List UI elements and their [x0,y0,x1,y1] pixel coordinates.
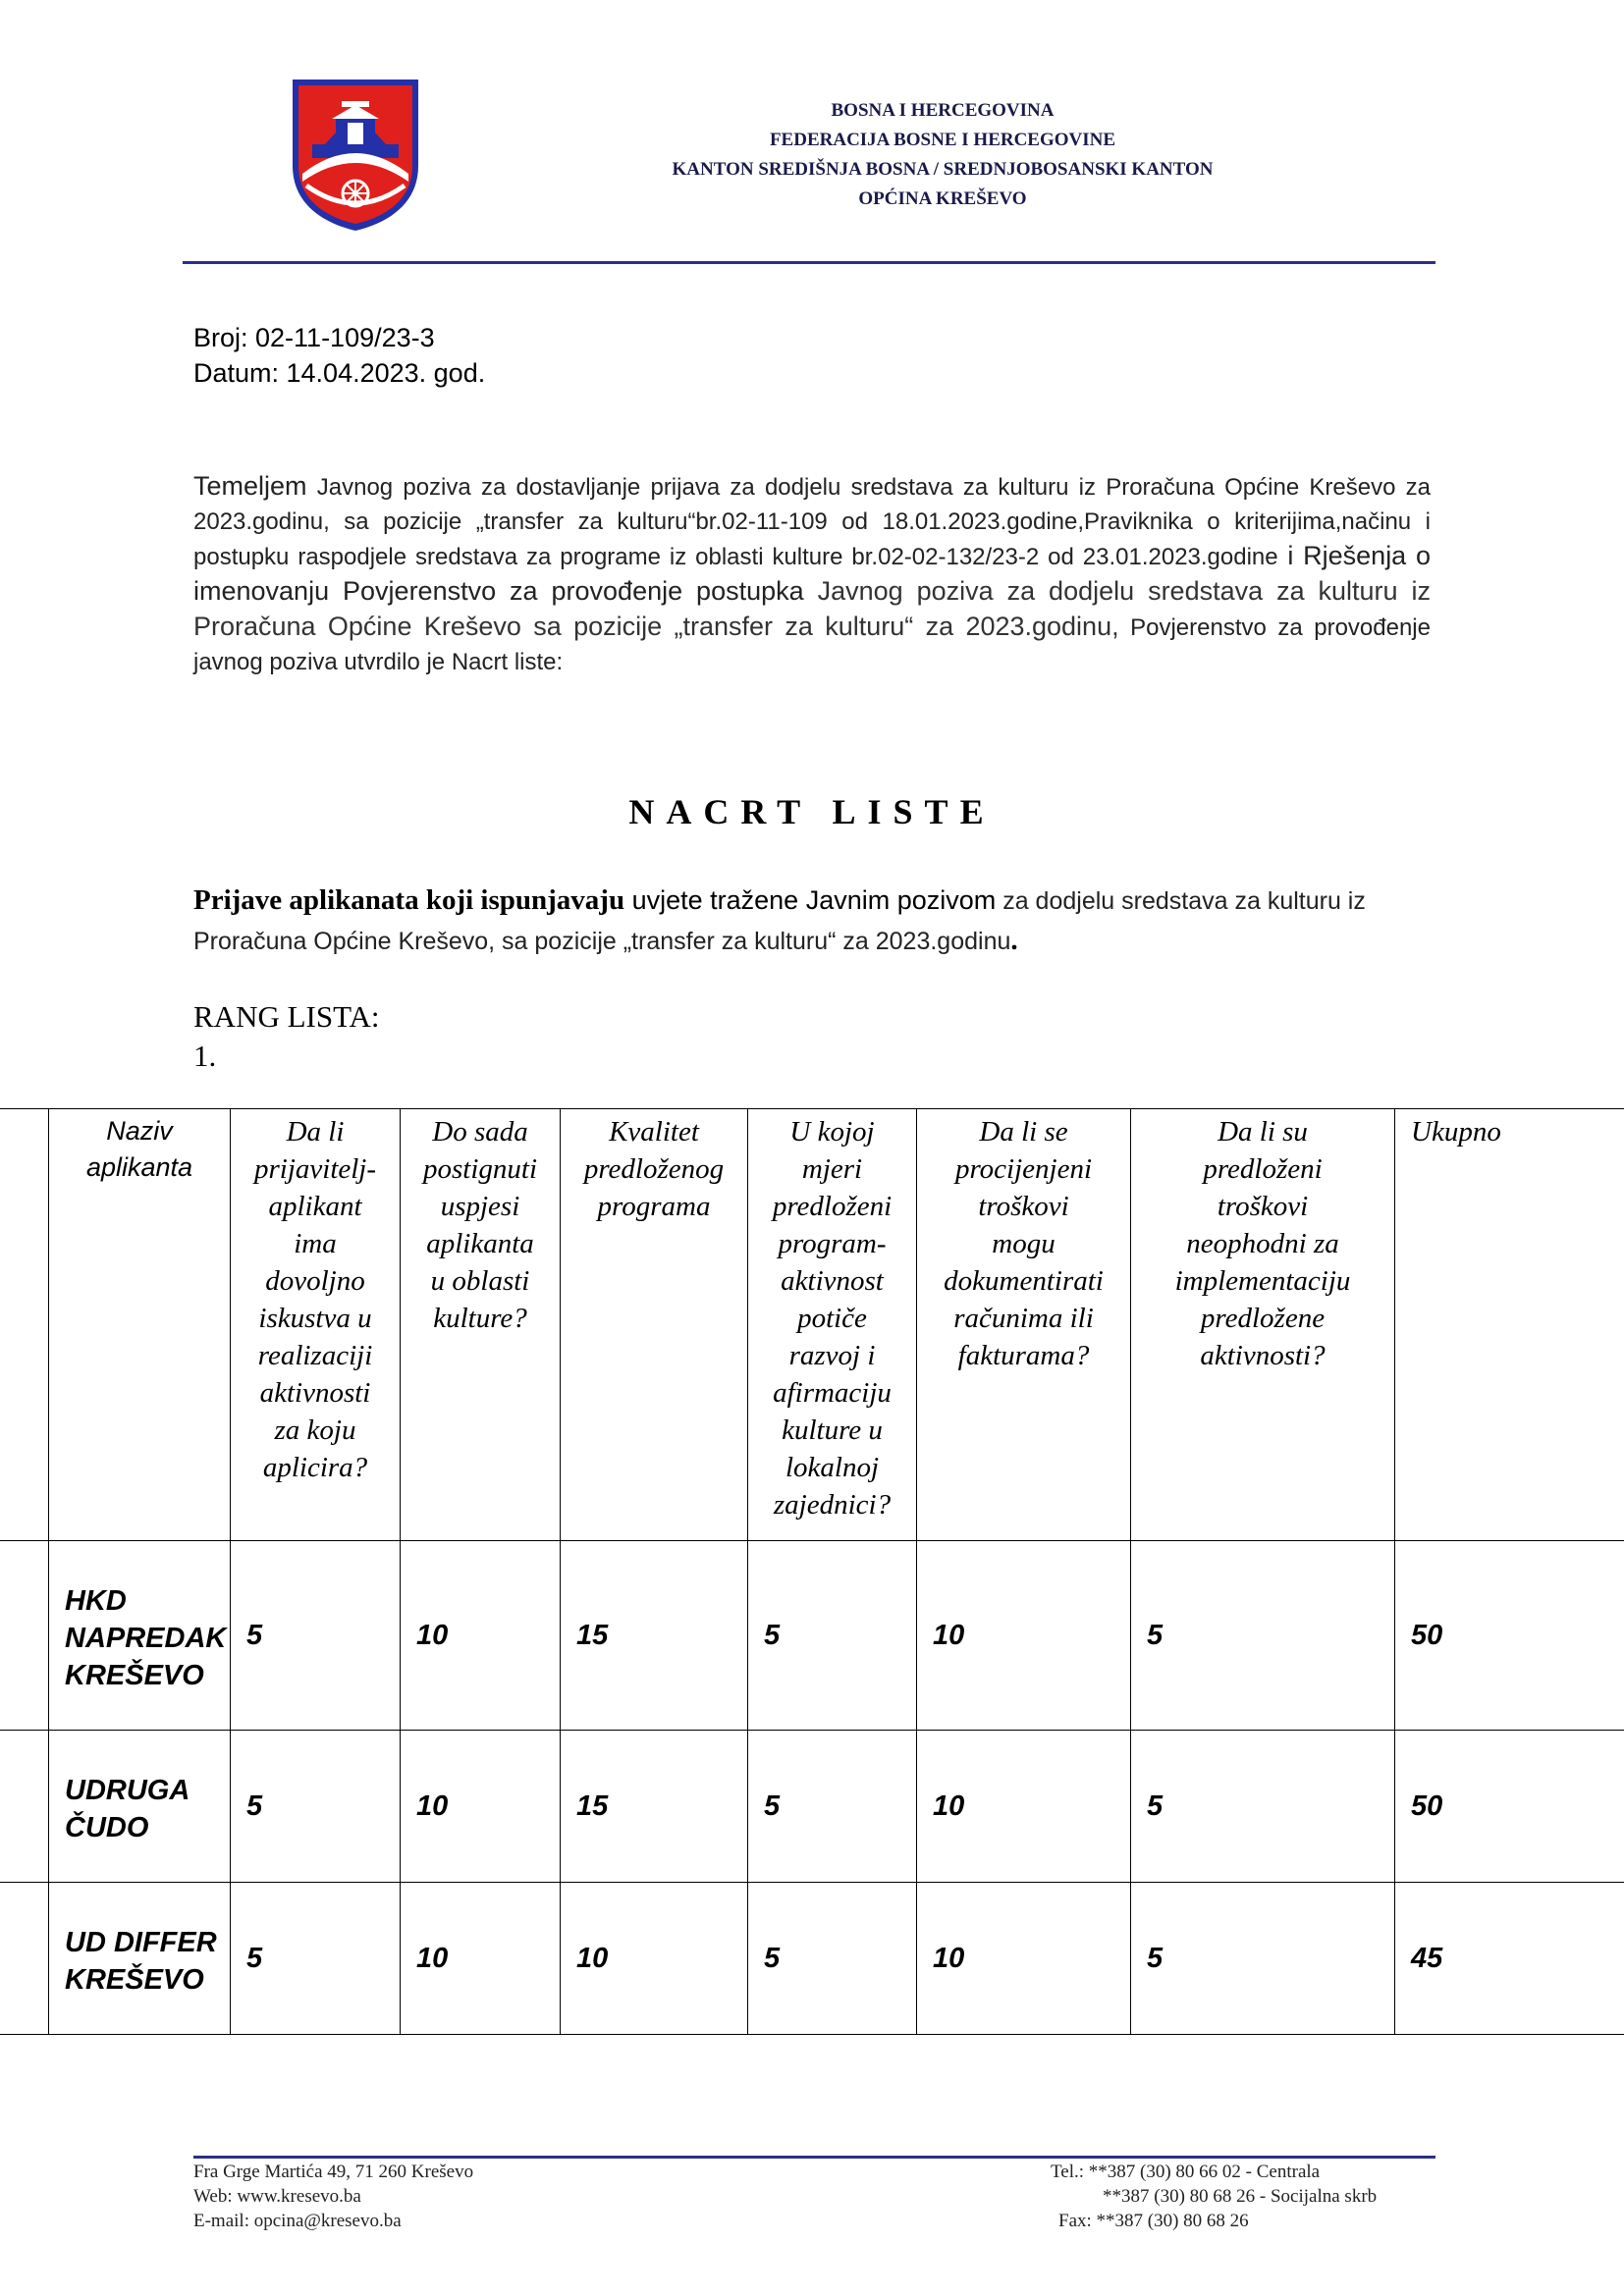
score-cell: 10 [917,1731,1131,1883]
header-country: BOSNA I HERCEGOVINA [831,100,1055,121]
column-header-achievements: Do sada postignuti uspjesi aplikanta u oblasti kulture? [401,1109,561,1541]
footer-tel-central: Tel.: **387 (30) 80 66 02 - Centrala [1051,2162,1321,2182]
rank-list-number: 1. [193,1039,217,1073]
score-cell: 10 [917,1883,1131,2035]
column-header-necessity: Da li su predloženi troškovi neophodni za implementaciju predložene aktivnosti? [1131,1109,1395,1541]
footer-email-link[interactable]: opcina@kresevo.ba [253,2211,402,2231]
total-cell: 50 [1395,1541,1624,1731]
column-header-total: Ukupno [1395,1109,1624,1541]
score-cell: 5 [1131,1731,1395,1883]
score-cell: 5 [748,1541,917,1731]
score-cell: 10 [401,1541,561,1731]
lead-paragraph [193,881,1431,961]
reference-date: Datum: 14.04.2023. god. [193,358,486,388]
score-cell: 10 [561,1883,748,2035]
row-number-cell [0,1541,49,1731]
document-header [550,96,1335,214]
footer-fax: Fax: **387 (30) 80 68 26 [1058,2211,1249,2231]
lead-mid: uvjete tražene Javnim pozivom [624,885,997,915]
table-row [0,1883,1624,2035]
score-cell: 10 [401,1883,561,2035]
footer-email-line [193,2209,473,2233]
document-title: NACRT LISTE [628,792,996,831]
header-divider [183,261,1435,264]
score-cell: 5 [748,1731,917,1883]
intro-part-5: Povjerenstvo za provođenje javnog poziva utvrdilo je Nacrt liste: [193,614,1431,675]
row-number-cell [0,1883,49,2035]
score-cell: 5 [231,1731,401,1883]
score-cell: 5 [1131,1883,1395,2035]
footer-email-label: E-mail: [193,2211,254,2231]
score-cell: 10 [401,1731,561,1883]
intro-part-1: Temeljem [193,471,307,501]
applicant-name: HKD NAPREDAK KREŠEVO [49,1541,231,1731]
intro-part-2: Javnog poziva za dostavljanje prijava za dodjelu sredstava za kulturu iz Proračuna Općine Kreševo za 2023.godinu, sa pozicije „transfer za kulturu“br.02-11-109 od 18.01.2023.godine,Praviknika o kriterijima,načinu i postupku raspodjele sredstava za programe iz oblasti kulture br.02-02-132/23-2 od 23.01.2023.godine [193,474,1431,570]
score-cell: 15 [561,1541,748,1731]
column-header-impact: U kojoj mjeri predloženi program- aktivnost potiče razvoj i afirmaciju kulture u lokalnoj zajednici? [748,1109,917,1541]
column-header-quality: Kvalitet predloženog programa [561,1109,748,1541]
row-number-cell [0,1731,49,1883]
column-header-experience: Da li prijavitelj- aplikant ima dovoljno iskustva u realizaciji aktivnosti za koju aplicira? [231,1109,401,1541]
score-cell: 5 [1131,1541,1395,1731]
score-cell: 15 [561,1731,748,1883]
footer-contact-left [193,2160,473,2233]
lead-bold: Prijave aplikanata koji ispunjavaju [193,884,625,916]
total-cell: 50 [1395,1731,1624,1883]
lead-end: . [1010,925,1018,956]
header-canton: KANTON SREDIŠNJA BOSNA / SREDNJOBOSANSKI KANTON [672,159,1214,180]
table-header-row [0,1109,1624,1541]
lead-rest: za dodjelu sredstava za kulturu iz Proračuna Općine Kreševo, sa pozicije „transfer za kulturu“ za 2023.godinu [193,887,1366,955]
municipal-crest-logo [287,76,424,235]
footer-address: Fra Grge Martića 49, 71 260 Kreševo [193,2162,474,2182]
footer-contact-right [1051,2160,1377,2233]
total-cell: 45 [1395,1883,1624,2035]
reference-number: Broj: 02-11-109/23-3 [193,323,435,352]
column-header-applicant: Naziv aplikanta [49,1109,231,1541]
footer-tel-social: **387 (30) 80 68 26 - Socijalna skrb [1103,2186,1378,2207]
intro-part-4: Javnog poziva za dodjelu sredstava za kulturu iz Proračuna Općine Kreševo sa pozicije „transfer za kulturu“ za 2023.godinu, [193,576,1432,641]
rank-list-title: RANG LISTA: [193,999,380,1034]
score-cell: 5 [231,1541,401,1731]
header-municipality: OPĆINA KREŠEVO [858,188,1027,209]
intro-paragraph [193,469,1431,679]
score-cell: 5 [231,1883,401,2035]
rank-list-label [193,997,380,1076]
score-cell: 5 [748,1883,917,2035]
crest-shield-icon [287,76,424,235]
table-row [0,1731,1624,1883]
score-table [0,1108,1624,2035]
header-federation: FEDERACIJA BOSNE I HERCEGOVINE [769,130,1116,150]
column-header-number [0,1109,49,1541]
score-cell: 10 [917,1541,1131,1731]
footer-web: Web: www.kresevo.ba [193,2186,361,2207]
document-reference [193,320,485,391]
footer-divider [193,2156,1435,2159]
applicant-name: UDRUGA ČUDO [49,1731,231,1883]
applicant-name: UD DIFFER KREŠEVO [49,1883,231,2035]
column-header-documentation: Da li se procijenjeni troškovi mogu dokumentirati računima ili fakturama? [917,1109,1131,1541]
intro-part-3: i Rješenja o imenovanju Povjerenstvo za provođenje postupka [193,541,1431,606]
table-row [0,1541,1624,1731]
